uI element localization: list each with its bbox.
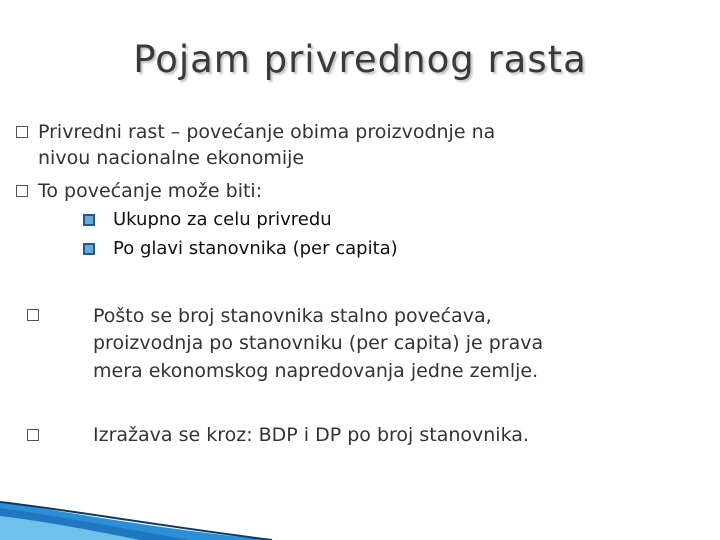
bullet-3-line-3: mera ekonomskog napredovanja jedne zemlje. <box>93 360 539 382</box>
decorative-swoosh <box>0 450 280 540</box>
bullet-2-line-1: To povećanje može biti: <box>38 180 263 202</box>
bullet-4-line-1: Izražava se kroz: BDP i DP po broj stanovnika. <box>93 424 529 446</box>
bullet-1-line-2: nivou nacionalne ekonomije <box>38 147 305 169</box>
square-bullet-icon <box>27 309 39 321</box>
square-bullet-icon <box>16 185 28 197</box>
checkbox-bullet-icon <box>82 242 96 256</box>
bullet-3-line-2: proizvodnja po stanovniku (per capita) je prava <box>93 332 544 354</box>
square-bullet-icon <box>16 126 28 138</box>
checkbox-bullet-icon <box>82 213 96 227</box>
sub-bullet-2: Po glavi stanovnika (per capita) <box>113 238 398 259</box>
bullet-3-line-1: Pošto se broj stanovnika stalno povećava, <box>93 305 492 327</box>
square-bullet-icon <box>27 429 39 441</box>
slide-title: Pojam privrednog rasta <box>133 38 587 81</box>
bullet-1-line-1: Privredni rast – povećanje obima proizvodnje na <box>38 121 496 143</box>
sub-bullet-1: Ukupno za celu privredu <box>113 209 332 230</box>
